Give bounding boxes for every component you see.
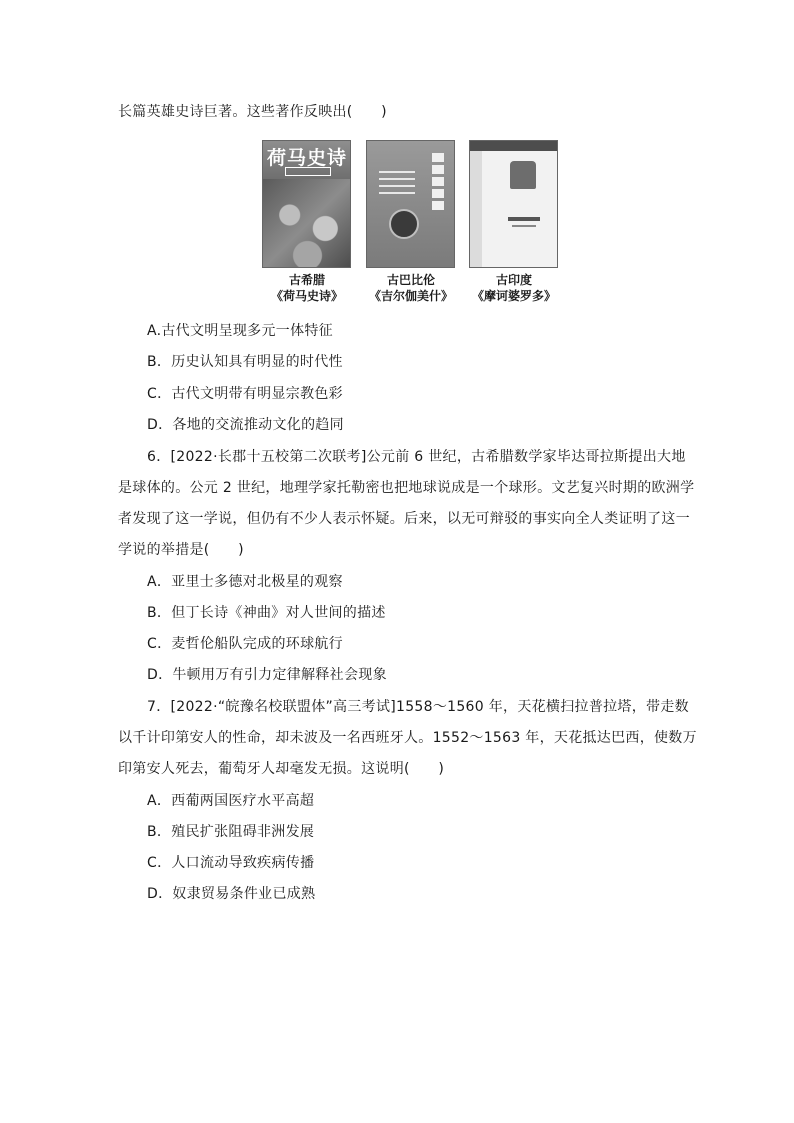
- gilgamesh-cover-image: [366, 140, 455, 268]
- q5-option-c[interactable]: C．古代文明带有明显宗教色彩: [147, 386, 343, 402]
- q7-option-b[interactable]: B．殖民扩张阻碍非洲发展: [147, 824, 315, 840]
- cover-title-mark: [508, 217, 540, 221]
- q7-stem-line-2: 以千计印第安人的性命，却未波及一名西班牙人。1552～1563 年，天花抵达巴西，使数万: [118, 730, 697, 746]
- caption-greece: [252, 272, 362, 304]
- caption-work: 《荷马史诗》: [270, 289, 343, 303]
- cover-subtitle-mark: [512, 225, 536, 227]
- caption-babylon: [356, 272, 466, 304]
- q5-option-b[interactable]: B．历史认知具有明显的时代性: [147, 354, 343, 370]
- cover-top-band: [470, 141, 558, 151]
- cover-spine: [470, 151, 482, 268]
- cover-subtitle-box: [285, 167, 331, 176]
- q7-stem-line-1: 7．[2022·“皖豫名校联盟体”高三考试]1558～1560 年，天花横扫拉普拉塔，带走数: [147, 699, 689, 715]
- cover-vertical-title: [432, 153, 444, 213]
- mahabharata-cover-image: [469, 140, 558, 268]
- caption-india: [459, 272, 569, 304]
- cover-text-lines: [379, 171, 415, 207]
- caption-work: 《摩诃婆罗多》: [471, 289, 556, 303]
- caption-work: 《吉尔伽美什》: [368, 289, 453, 303]
- q5-option-a[interactable]: A.古代文明呈现多元一体特征: [147, 323, 333, 339]
- caption-region: 古巴比伦: [386, 273, 435, 287]
- q6-stem-line-4: 学说的举措是( ): [118, 542, 244, 558]
- epic-books-figure: [262, 140, 558, 308]
- q5-option-d[interactable]: D．各地的交流推动文化的趋同: [147, 417, 344, 433]
- q6-stem-line-1: 6．[2022·长郡十五校第二次联考]公元前 6 世纪，古希腊数学家毕达哥拉斯提出大地: [147, 449, 686, 465]
- q7-option-d[interactable]: D．奴隶贸易条件业已成熟: [147, 886, 316, 902]
- statue-artwork: [510, 161, 536, 189]
- q6-stem-line-2: 是球体的。公元 2 世纪，地理学家托勒密也把地球说成是一个球形。文艺复兴时期的欧洲学: [118, 480, 695, 496]
- q6-option-a[interactable]: A．亚里士多德对北极星的观察: [147, 574, 343, 590]
- q6-option-b[interactable]: B．但丁长诗《神曲》对人世间的描述: [147, 605, 386, 621]
- homer-epic-cover-image: [262, 140, 351, 268]
- seal-artwork: [389, 209, 419, 239]
- q5-stem-line: 长篇英雄史诗巨著。这些著作反映出( ): [118, 104, 387, 120]
- q6-stem-line-3: 者发现了这一学说，但仍有不少人表示怀疑。后来，以无可辩驳的事实向全人类证明了这一: [118, 511, 690, 527]
- q6-option-d[interactable]: D．牛顿用万有引力定律解释社会现象: [147, 667, 387, 683]
- painting-artwork: [263, 179, 351, 268]
- caption-region: 古印度: [495, 273, 532, 287]
- q6-option-c[interactable]: C．麦哲伦船队完成的环球航行: [147, 636, 343, 652]
- caption-region: 古希腊: [288, 273, 325, 287]
- homer-cover-title-lettering: 荷马史诗: [267, 147, 348, 169]
- q7-option-c[interactable]: C．人口流动导致疾病传播: [147, 855, 315, 871]
- q7-stem-line-3: 印第安人死去，葡萄牙人却毫发无损。这说明( ): [118, 761, 445, 777]
- q7-option-a[interactable]: A．西葡两国医疗水平高超: [147, 793, 315, 809]
